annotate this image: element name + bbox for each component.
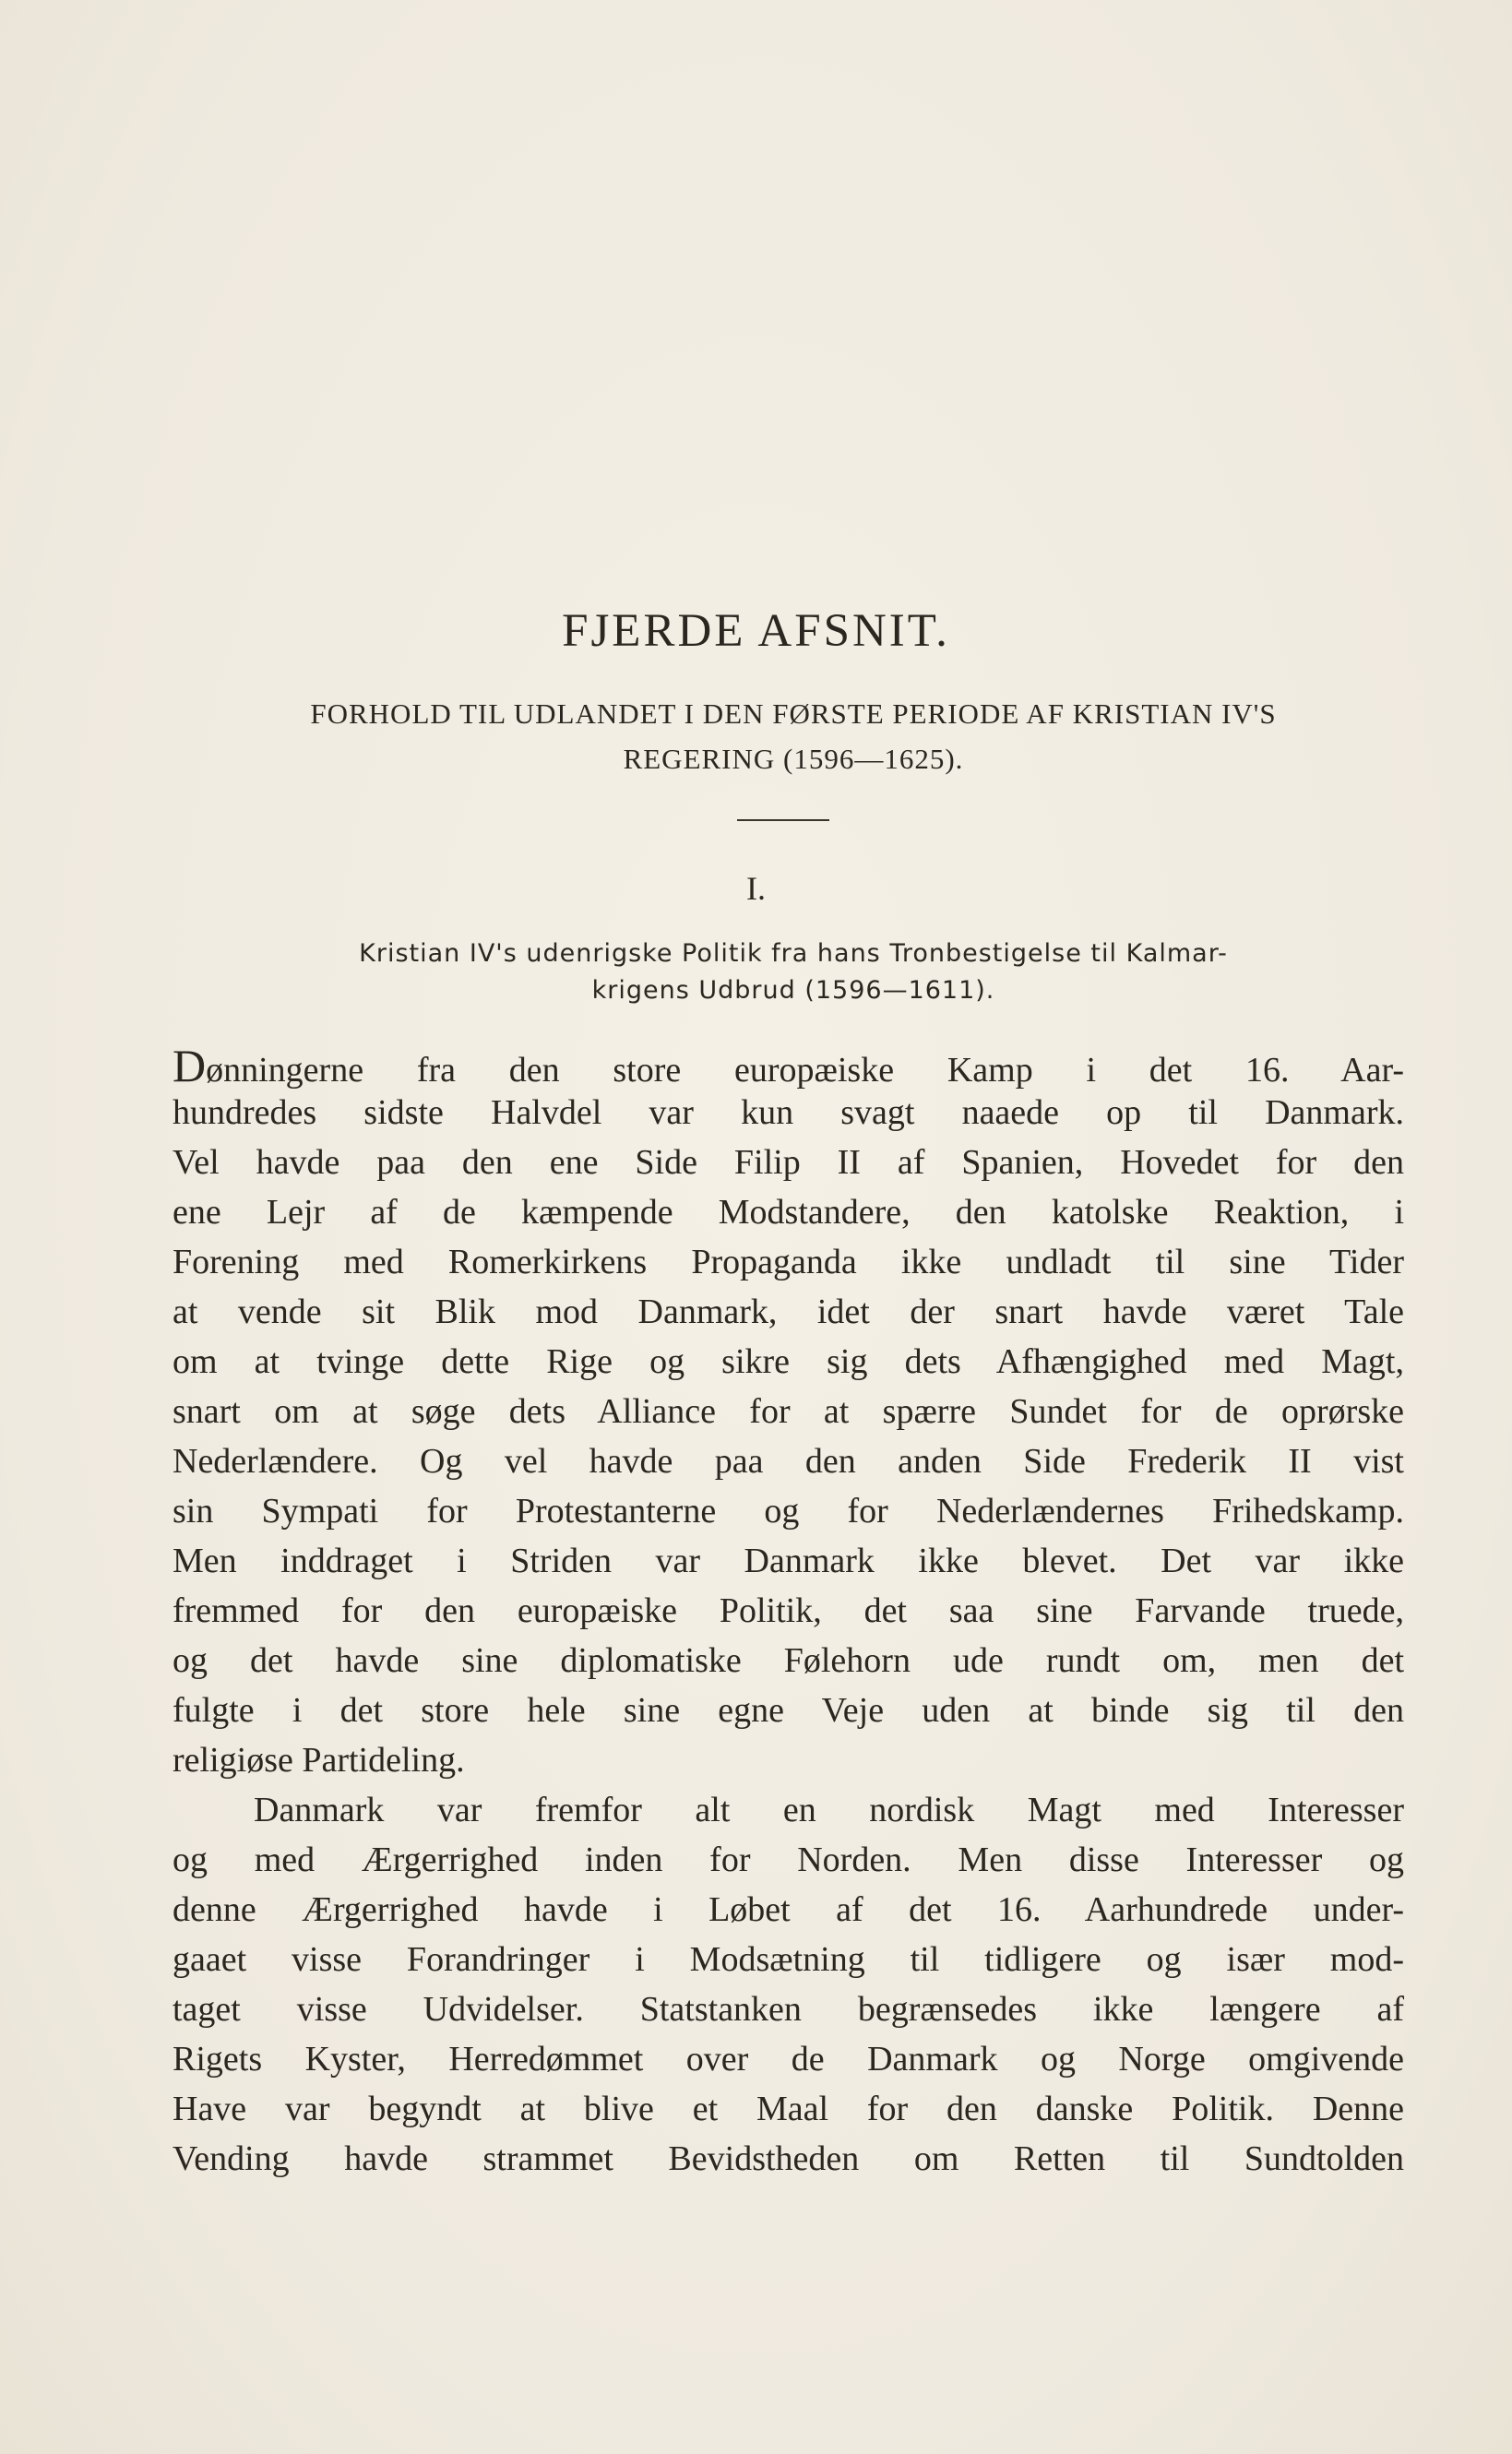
body-line: Have var begyndt at blive et Maal for den danske Politik. Denne <box>173 2090 1404 2128</box>
section-divider <box>737 819 829 821</box>
body-line: fremmed for den europæiske Politik, det saa sine Farvande truede, <box>173 1591 1404 1630</box>
body-line: gaaet visse Forandringer i Modsætning til tidligere og især mod- <box>173 1940 1404 1979</box>
body-line: at vende sit Blik mod Danmark, idet der snart havde været Tale <box>173 1293 1404 1331</box>
body-line: religiøse Partideling. <box>173 1741 465 1780</box>
body-line: Danmark var fremfor alt en nordisk Magt med Interesser <box>254 1791 1404 1829</box>
body-line: sin Sympati for Protestanterne og for Nederlændernes Frihedskamp. <box>173 1492 1404 1531</box>
body-line: Vending havde strammet Bevidstheden om Retten til Sundtolden <box>173 2139 1404 2178</box>
section-subtitle-line-1: FORHOLD TIL UDLANDET I DEN FØRSTE PERIODE AF KRISTIAN IV'S <box>310 697 1277 730</box>
drop-cap: D <box>173 1040 207 1091</box>
body-line: Forening med Romerkirkens Propaganda ikke undladt til sine Tider <box>173 1243 1404 1281</box>
body-line: hundredes sidste Halvdel var kun svagt naaede op til Danmark. <box>173 1093 1404 1132</box>
section-subtitle-line-2: REGERING (1596—1625). <box>623 743 964 775</box>
chapter-title-line-1: Kristian IV's udenrigske Politik fra hans Tronbestigelse til Kalmar- <box>359 939 1228 968</box>
chapter-number: I. <box>746 870 766 907</box>
body-line: snart om at søge dets Alliance for at spærre Sundet for de oprørske <box>173 1392 1404 1431</box>
body-line: Vel havde paa den ene Side Filip II af Spanien, Hovedet for den <box>173 1143 1404 1182</box>
body-line: Rigets Kyster, Herredømmet over de Danmark og Norge omgivende <box>173 2040 1404 2079</box>
body-line: Nederlændere. Og vel havde paa den anden Side Frederik II vist <box>173 1442 1404 1481</box>
body-line: og det havde sine diplomatiske Følehorn ude rundt om, men det <box>173 1641 1404 1680</box>
body-line: og med Ærgerrighed inden for Norden. Men disse Interesser og <box>173 1840 1404 1879</box>
body-line: Dønningerne fra den store europæiske Kamp i det 16. Aar- <box>173 1040 1404 1091</box>
body-line: Men inddraget i Striden var Danmark ikke blevet. Det var ikke <box>173 1542 1404 1580</box>
body-line: om at tvinge dette Rige og sikre sig dets Afhængighed med Magt, <box>173 1342 1404 1381</box>
chapter-title-line-2: krigens Udbrud (1596—1611). <box>591 976 995 1005</box>
body-line: ene Lejr af de kæmpende Modstandere, den katolske Reaktion, i <box>173 1193 1404 1232</box>
body-line: fulgte i det store hele sine egne Veje uden at binde sig til den <box>173 1691 1404 1730</box>
section-title: FJERDE AFSNIT. <box>562 605 950 657</box>
body-line: taget visse Udvidelser. Statstanken begrænsedes ikke længere af <box>173 1990 1404 2029</box>
body-line: denne Ærgerrighed havde i Løbet af det 16. Aarhundrede under- <box>173 1890 1404 1929</box>
